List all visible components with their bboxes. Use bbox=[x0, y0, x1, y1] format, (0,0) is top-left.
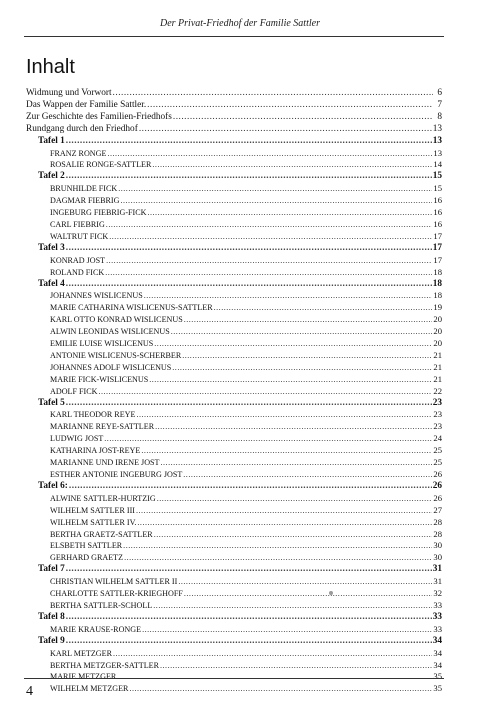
toc-page-number: 15 bbox=[433, 183, 442, 194]
toc-label: Tafel 9 bbox=[38, 635, 65, 646]
dot-leader bbox=[178, 576, 432, 588]
toc-page-number: 26 bbox=[433, 492, 442, 503]
toc-plate-row bbox=[26, 398, 442, 410]
dot-leader bbox=[141, 445, 432, 457]
toc-page-number: 21 bbox=[433, 361, 442, 372]
dot-leader bbox=[66, 612, 432, 624]
toc-page-number: 34 bbox=[433, 659, 442, 670]
dot-leader bbox=[123, 540, 432, 552]
dot-leader bbox=[154, 529, 433, 541]
toc-entry-row bbox=[26, 588, 442, 600]
toc-entry-row bbox=[26, 433, 442, 445]
toc-label: GERHARD GRAETZ bbox=[50, 553, 124, 563]
toc-page-number: 26 bbox=[432, 480, 442, 491]
dot-leader bbox=[171, 326, 433, 338]
toc-entry-row bbox=[26, 219, 442, 231]
dot-leader bbox=[173, 112, 433, 124]
dot-leader bbox=[153, 600, 432, 612]
toc-page-number: 28 bbox=[433, 516, 442, 527]
toc-page-number: 23 bbox=[433, 421, 442, 432]
toc-page-number: 17 bbox=[433, 230, 442, 241]
paper-speck bbox=[329, 591, 333, 595]
dot-leader bbox=[136, 409, 432, 421]
header-rule bbox=[24, 36, 444, 37]
toc-label: Widmung und Vorwort bbox=[26, 88, 112, 98]
toc-label: LUDWIG JOST bbox=[50, 434, 104, 444]
dot-leader bbox=[66, 398, 432, 410]
toc-label: JOHANNES WISLICENUS bbox=[50, 291, 143, 301]
toc-label: Tafel 2 bbox=[38, 171, 65, 182]
toc-label: Tafel 8 bbox=[38, 611, 65, 622]
dot-leader bbox=[157, 493, 433, 505]
dot-leader bbox=[149, 374, 432, 386]
dot-leader bbox=[105, 267, 432, 279]
toc-label: CARL FIEBRIG bbox=[50, 219, 105, 229]
toc-label: ROLAND FICK bbox=[50, 267, 105, 277]
toc-label: Zur Geschichte des Familien-Friedhofs bbox=[26, 111, 172, 122]
toc-label: KARL OTTO KONRAD WISLICENUS bbox=[50, 315, 183, 325]
toc-label: BRUNHILDE FICK bbox=[50, 184, 118, 194]
dot-leader bbox=[172, 362, 432, 374]
toc-entry-row bbox=[26, 148, 442, 160]
toc-page-number: 21 bbox=[433, 349, 442, 360]
toc-page-number: 35 bbox=[433, 671, 442, 682]
toc-label: BERTHA METZGER-SATTLER bbox=[50, 660, 159, 670]
toc-entry-row bbox=[26, 302, 442, 314]
toc-page-number: 34 bbox=[433, 647, 442, 658]
toc-page-number: 16 bbox=[433, 195, 442, 206]
dot-leader bbox=[155, 421, 432, 433]
toc-page-number: 18 bbox=[432, 278, 442, 289]
toc-label: JOHANNES ADOLF WISLICENUS bbox=[50, 362, 172, 372]
dot-leader bbox=[124, 552, 432, 564]
toc-entry-row bbox=[26, 421, 442, 433]
toc-entry-row bbox=[26, 457, 442, 469]
toc-page-number: 15 bbox=[432, 171, 442, 182]
toc-page-number: 18 bbox=[433, 266, 442, 277]
dot-leader bbox=[118, 183, 432, 195]
toc-entry-row bbox=[26, 409, 442, 421]
toc-label: Tafel 5 bbox=[38, 397, 65, 408]
toc-label: INGEBURG FIEBRIG-FICK bbox=[50, 208, 147, 218]
toc-page-number: 13 bbox=[433, 147, 442, 158]
toc-label: BERTHA SATTLER-SCHOLL bbox=[50, 600, 153, 610]
dot-leader bbox=[106, 219, 433, 231]
toc-label: MARIE KRAUSE-RONGE bbox=[50, 624, 142, 634]
toc-page-number: 32 bbox=[433, 588, 442, 599]
toc-plate-row bbox=[26, 243, 442, 255]
toc-label: WILHELM SATTLER III bbox=[50, 505, 135, 515]
dot-leader bbox=[113, 88, 433, 100]
toc-entry-row bbox=[26, 183, 442, 195]
dot-leader bbox=[106, 255, 432, 267]
dot-leader bbox=[66, 279, 432, 291]
running-title: Der Privat-Friedhof der Familie Sattler bbox=[160, 18, 320, 29]
toc-page-number: 13 bbox=[432, 135, 442, 146]
toc-page-number: 30 bbox=[433, 540, 442, 551]
toc-page-number: 22 bbox=[433, 385, 442, 396]
toc-section-row bbox=[26, 100, 442, 112]
table-of-contents bbox=[26, 88, 442, 695]
dot-leader bbox=[144, 290, 433, 302]
toc-page-number: 31 bbox=[432, 564, 442, 575]
dot-leader bbox=[66, 136, 432, 148]
page-title: Inhalt bbox=[26, 56, 75, 78]
toc-label: ANTONIE WISLICENUS-SCHERBER bbox=[50, 350, 182, 360]
toc-plate-row bbox=[26, 564, 442, 576]
toc-label: CHRISTIAN WILHELM SATTLER II bbox=[50, 577, 178, 587]
toc-entry-row bbox=[26, 517, 442, 529]
toc-label: Tafel 1 bbox=[38, 135, 65, 146]
toc-plate-row bbox=[26, 136, 442, 148]
toc-page-number: 25 bbox=[433, 457, 442, 468]
toc-label: ELSBETH SATTLER bbox=[50, 541, 123, 551]
toc-label: DAGMAR FIEBRIG bbox=[50, 196, 120, 206]
dot-leader bbox=[113, 648, 432, 660]
toc-entry-row bbox=[26, 493, 442, 505]
toc-page-number: 30 bbox=[433, 552, 442, 563]
toc-entry-row bbox=[26, 505, 442, 517]
toc-plate-row bbox=[26, 636, 442, 648]
toc-plate-row bbox=[26, 171, 442, 183]
toc-label: ALWINE SATTLER-HURTZIG bbox=[50, 493, 156, 503]
toc-entry-row bbox=[26, 290, 442, 302]
dot-leader bbox=[183, 469, 432, 481]
toc-label: KARL METZGER bbox=[50, 648, 112, 658]
toc-plate-row bbox=[26, 279, 442, 291]
toc-label: ESTHER ANTONIE INGEBURG JOST bbox=[50, 470, 183, 479]
toc-entry-row bbox=[26, 660, 442, 672]
dot-leader bbox=[98, 386, 432, 398]
dot-leader bbox=[137, 517, 432, 529]
toc-entry-row bbox=[26, 469, 442, 481]
dot-leader bbox=[152, 159, 432, 171]
dot-leader bbox=[109, 231, 432, 243]
toc-page-number: 8 bbox=[437, 111, 442, 122]
toc-entry-row bbox=[26, 540, 442, 552]
toc-page-number: 20 bbox=[433, 326, 442, 337]
toc-label: FRANZ RONGE bbox=[50, 148, 107, 158]
dot-leader bbox=[154, 338, 432, 350]
toc-section-row bbox=[26, 88, 442, 100]
toc-page-number: 34 bbox=[432, 635, 442, 646]
toc-page-number: 26 bbox=[433, 469, 442, 479]
toc-label: MARIANNE UND IRENE JOST bbox=[50, 458, 160, 468]
toc-entry-row bbox=[26, 529, 442, 541]
toc-label: Tafel 3 bbox=[38, 242, 65, 253]
toc-entry-row bbox=[26, 267, 442, 279]
toc-entry-row bbox=[26, 159, 442, 171]
toc-label: BERTHA GRAETZ-SATTLER bbox=[50, 529, 153, 539]
toc-entry-row bbox=[26, 207, 442, 219]
toc-entry-row bbox=[26, 624, 442, 636]
toc-label: WALTRUT FICK bbox=[50, 231, 109, 241]
dot-leader bbox=[104, 433, 432, 445]
dot-leader bbox=[160, 660, 432, 672]
toc-page-number: 23 bbox=[432, 397, 442, 408]
toc-label: Tafel 7 bbox=[38, 564, 65, 575]
toc-label: MARIE FICK-WISLICENUS bbox=[50, 374, 149, 384]
toc-section-row bbox=[26, 124, 442, 136]
toc-label: KARL THEODOR REYE bbox=[50, 410, 136, 420]
toc-entry-row bbox=[26, 683, 442, 695]
toc-label: ADOLF FICK bbox=[50, 386, 98, 396]
toc-entry-row bbox=[26, 648, 442, 660]
toc-label: ALWIN LEONIDAS WISLICENUS bbox=[50, 327, 170, 337]
dot-leader bbox=[69, 481, 432, 493]
toc-page-number: 17 bbox=[432, 242, 442, 253]
toc-entry-row bbox=[26, 386, 442, 398]
toc-label: WILHELM SATTLER IV. bbox=[50, 517, 137, 527]
toc-entry-row bbox=[26, 350, 442, 362]
toc-page-number: 18 bbox=[433, 290, 442, 301]
toc-page-number: 35 bbox=[433, 683, 442, 694]
toc-section-row bbox=[26, 112, 442, 124]
dot-leader bbox=[184, 588, 433, 600]
dot-leader bbox=[66, 243, 432, 255]
dot-leader bbox=[66, 171, 432, 183]
toc-entry-row bbox=[26, 362, 442, 374]
toc-page-number: 31 bbox=[433, 576, 442, 587]
dot-leader bbox=[147, 207, 432, 219]
toc-label: ROSALIE RONGE-SATTLER bbox=[50, 160, 152, 170]
toc-page-number: 27 bbox=[433, 504, 442, 515]
dot-leader bbox=[129, 683, 432, 695]
page-number: 4 bbox=[26, 684, 33, 699]
toc-label: MARIE METZGER bbox=[50, 672, 117, 682]
toc-page-number: 25 bbox=[433, 445, 442, 456]
toc-page-number: 13 bbox=[432, 123, 442, 134]
dot-leader bbox=[66, 636, 432, 648]
toc-label: MARIANNE REYE-SATTLER bbox=[50, 422, 155, 432]
toc-entry-row bbox=[26, 445, 442, 457]
toc-page-number: 16 bbox=[433, 207, 442, 218]
dot-leader bbox=[142, 624, 432, 636]
dot-leader bbox=[107, 148, 432, 160]
toc-page-number: 7 bbox=[437, 99, 442, 110]
toc-entry-row bbox=[26, 255, 442, 267]
toc-label: Tafel 4 bbox=[38, 278, 65, 289]
toc-page-number: 24 bbox=[433, 433, 442, 444]
toc-label: Das Wappen der Familie Sattler. bbox=[26, 99, 147, 110]
toc-plate-row bbox=[26, 481, 442, 493]
toc-entry-row bbox=[26, 576, 442, 588]
toc-page-number: 20 bbox=[433, 314, 442, 325]
dot-leader bbox=[139, 124, 432, 136]
toc-plate-row bbox=[26, 612, 442, 624]
toc-label: MARIE CATHARINA WISLICENUS-SATTLER bbox=[50, 303, 213, 313]
toc-page-number: 14 bbox=[433, 159, 442, 170]
dot-leader bbox=[147, 100, 433, 112]
toc-label: EMILIE LUISE WISLICENUS bbox=[50, 339, 154, 349]
toc-page-number: 33 bbox=[433, 599, 442, 610]
toc-label: Rundgang durch den Friedhof bbox=[26, 123, 138, 134]
toc-label: KONRAD JOST bbox=[50, 255, 106, 265]
toc-page-number: 33 bbox=[433, 623, 442, 634]
toc-page-number: 6 bbox=[437, 88, 442, 98]
dot-leader bbox=[184, 314, 433, 326]
toc-label: CHARLOTTE SATTLER-KRIEGHOFF bbox=[50, 589, 183, 599]
toc-label: Tafel 6: bbox=[38, 480, 68, 491]
toc-page-number: 33 bbox=[432, 611, 442, 622]
dot-leader bbox=[214, 302, 433, 314]
toc-entry-row bbox=[26, 326, 442, 338]
toc-entry-row bbox=[26, 600, 442, 612]
toc-page-number: 17 bbox=[433, 254, 442, 265]
dot-leader bbox=[120, 195, 432, 207]
toc-page-number: 28 bbox=[433, 528, 442, 539]
toc-entry-row bbox=[26, 552, 442, 564]
dot-leader bbox=[136, 505, 432, 517]
dot-leader bbox=[66, 564, 432, 576]
toc-entry-row bbox=[26, 195, 442, 207]
toc-page-number: 16 bbox=[433, 218, 442, 229]
dot-leader bbox=[182, 350, 432, 362]
toc-label: WILHELM METZGER bbox=[50, 684, 129, 694]
toc-page-number: 23 bbox=[433, 409, 442, 420]
toc-entry-row bbox=[26, 231, 442, 243]
toc-entry-row bbox=[26, 338, 442, 350]
toc-page-number: 21 bbox=[433, 373, 442, 384]
toc-entry-row bbox=[26, 374, 442, 386]
toc-entry-row bbox=[26, 314, 442, 326]
footer-rule bbox=[24, 678, 444, 679]
toc-page-number: 20 bbox=[433, 338, 442, 349]
dot-leader bbox=[161, 457, 433, 469]
toc-label: KATHARINA JOST-REYE bbox=[50, 446, 141, 456]
toc-page-number: 19 bbox=[433, 302, 442, 313]
